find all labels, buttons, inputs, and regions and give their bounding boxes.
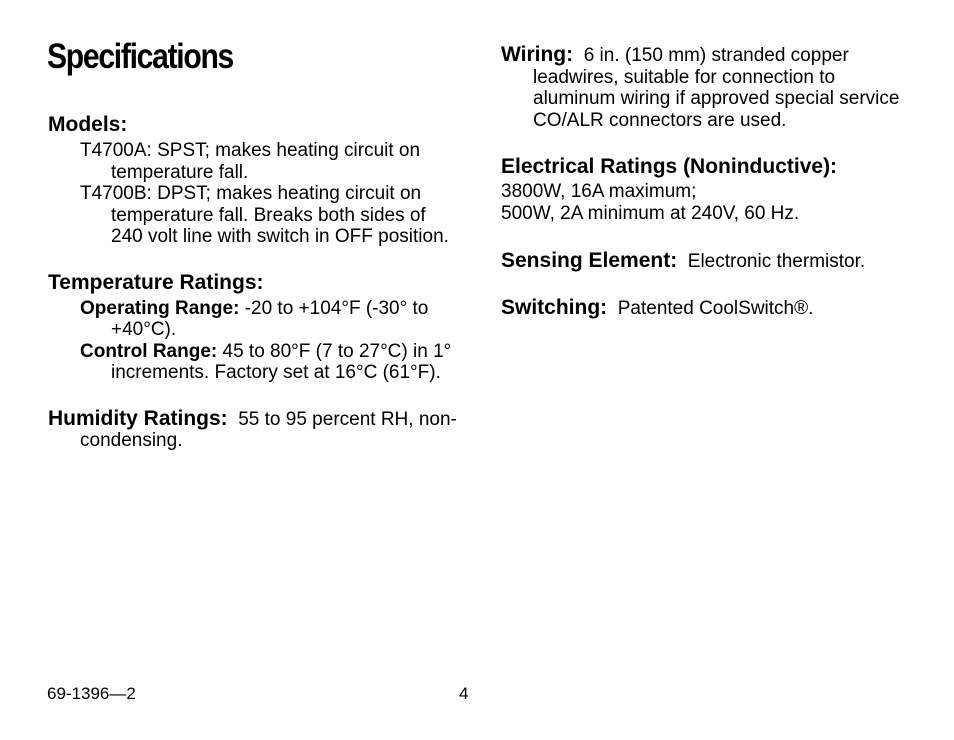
models-section [48,113,458,248]
electrical-section [501,155,921,224]
model-item-t4700a: T4700A: SPST; makes heating circuit on temperature fall. [80,140,421,183]
model-item-t4700b: T4700B: DPST; makes heating circuit on temperature fall. Breaks both sides of 240 volt line with switch in OFF position. [80,183,449,247]
switching-section [501,297,921,320]
left-column [48,113,458,452]
switching-value: Patented CoolSwitch®. [617,297,814,319]
temperature-heading: Temperature Ratings: [48,270,264,294]
switching-heading: Switching: [501,295,608,319]
temperature-section [48,271,458,384]
humidity-heading: Humidity Ratings: [48,406,228,430]
sensing-heading: Sensing Element: [501,249,678,272]
wiring-section [501,44,921,131]
control-range-value: 45 to 80°F (7 to 27°C) in 1° increments. Factory set at 16°C (61°F). [111,340,452,383]
electrical-heading: Electrical Ratings (Noninductive): [501,155,838,178]
control-range [80,341,458,384]
control-range-label: Control Range: [80,340,218,362]
wiring-heading: Wiring: [501,43,574,66]
temperature-list [80,298,458,384]
operating-range [80,298,458,341]
models-list [80,140,458,248]
operating-range-label: Operating Range: [80,297,240,319]
sensing-section [501,250,921,273]
operating-range-value: -20 to +104°F (-30° to +40°C). [111,297,429,340]
models-heading: Models: [48,113,128,136]
footer-doc-number: 69-1396—2 [47,684,136,703]
electrical-line-2: 500W, 2A minimum at 240V, 60 Hz. [501,202,800,224]
wiring-value: 6 in. (150 mm) stranded copper leadwires, suitable for connection to aluminum wiring if approved special service CO/ALR connectors are used. [533,45,900,131]
humidity-section [48,408,458,452]
sensing-value: Electronic thermistor. [687,251,866,272]
page-title: Specifications [47,37,234,76]
right-column [501,44,921,319]
footer-page-number: 4 [459,684,469,703]
electrical-line-1: 3800W, 16A maximum; [501,181,697,202]
humidity-value: 55 to 95 percent RH, non-condensing. [80,408,457,451]
